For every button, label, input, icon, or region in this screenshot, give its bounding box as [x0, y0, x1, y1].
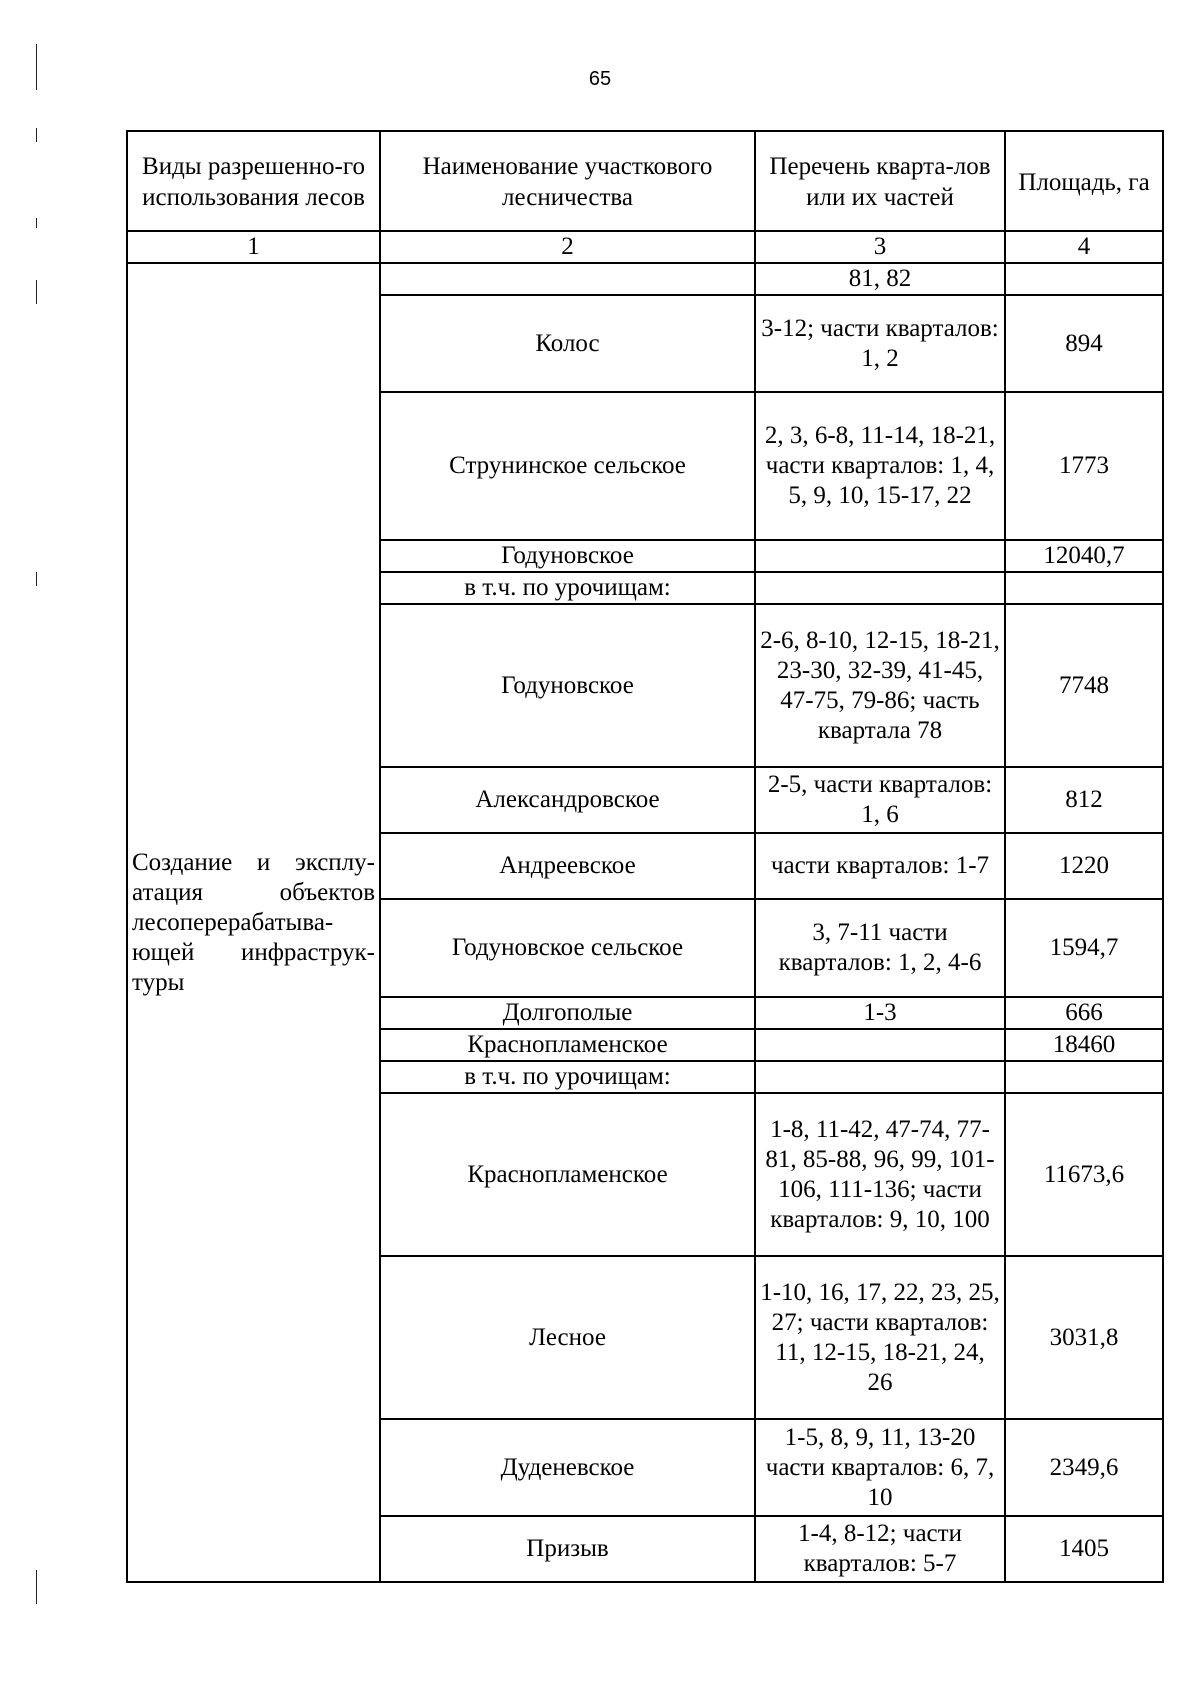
table-header-row	[127, 131, 1163, 231]
area-value: 7748	[1005, 604, 1163, 767]
quarters-list: 1-5, 8, 9, 11, 13-20 части кварталов: 6, 7, 10	[755, 1419, 1005, 1516]
scan-margin-mark	[36, 218, 37, 228]
area-value: 3031,8	[1005, 1256, 1163, 1419]
area-value: 1405	[1005, 1516, 1163, 1582]
scan-margin-mark	[36, 572, 37, 586]
quarters-list: 3-12; части кварталов: 1, 2	[755, 295, 1005, 392]
column-number: 4	[1005, 231, 1163, 263]
scan-margin-mark	[36, 280, 37, 304]
forestry-name: Краснопламенское	[380, 1093, 755, 1256]
quarters-list: 81, 82	[755, 263, 1005, 295]
area-value: 894	[1005, 295, 1163, 392]
area-value	[1005, 1061, 1163, 1093]
area-value: 812	[1005, 767, 1163, 833]
column-number: 1	[127, 231, 380, 263]
scan-margin-mark	[36, 128, 37, 142]
forestry-name: Лесное	[380, 1256, 755, 1419]
forest-use-table	[126, 130, 1164, 1583]
forestry-name: Андреевское	[380, 833, 755, 899]
quarters-list: 3, 7-11 части кварталов: 1, 2, 4-6	[755, 899, 1005, 997]
forestry-name: Дуденевское	[380, 1419, 755, 1516]
forestry-name: Годуновское сельское	[380, 899, 755, 997]
forestry-name: в т.ч. по урочищам:	[380, 572, 755, 604]
forestry-name: Краснопламенское	[380, 1029, 755, 1061]
area-value: 12040,7	[1005, 540, 1163, 572]
forestry-name: Призыв	[380, 1516, 755, 1582]
scan-margin-mark	[36, 1570, 37, 1604]
area-value: 1773	[1005, 392, 1163, 540]
table-row	[127, 263, 1163, 295]
quarters-list: 1-8, 11-42, 47-74, 77-81, 85-88, 96, 99, 101-106, 111-136; части кварталов: 9, 10, 100	[755, 1093, 1005, 1256]
area-value: 1220	[1005, 833, 1163, 899]
forestry-name: Долгополые	[380, 997, 755, 1029]
area-value	[1005, 263, 1163, 295]
quarters-list: 1-4, 8-12; части кварталов: 5-7	[755, 1516, 1005, 1582]
area-value: 2349,6	[1005, 1419, 1163, 1516]
area-value: 18460	[1005, 1029, 1163, 1061]
quarters-list	[755, 1029, 1005, 1061]
forestry-name	[380, 263, 755, 295]
quarters-list	[755, 572, 1005, 604]
header-area: Площадь, га	[1005, 131, 1163, 231]
page-number: 65	[588, 68, 612, 90]
kind-of-use-cell	[127, 263, 380, 1582]
header-kind-of-use: Виды разрешенно-го использования лесов	[127, 131, 380, 231]
forestry-name: Александровское	[380, 767, 755, 833]
forestry-name: Годуновское	[380, 540, 755, 572]
column-number-row	[127, 231, 1163, 263]
area-value: 11673,6	[1005, 1093, 1163, 1256]
quarters-list: 2-5, части кварталов: 1, 6	[755, 767, 1005, 833]
quarters-list: части кварталов: 1-7	[755, 833, 1005, 899]
area-value: 1594,7	[1005, 899, 1163, 997]
quarters-list: 2, 3, 6-8, 11-14, 18-21, части кварталов: 1, 4, 5, 9, 10, 15-17, 22	[755, 392, 1005, 540]
forestry-name: Колос	[380, 295, 755, 392]
forestry-name: в т.ч. по урочищам:	[380, 1061, 755, 1093]
quarters-list: 1-3	[755, 997, 1005, 1029]
area-value	[1005, 572, 1163, 604]
quarters-list	[755, 1061, 1005, 1093]
forestry-name: Годуновское	[380, 604, 755, 767]
column-number: 2	[380, 231, 755, 263]
header-forestry-name: Наименование участкового лесничества	[380, 131, 755, 231]
forestry-name: Струнинское сельское	[380, 392, 755, 540]
kind-of-use-text: Создание и эксплу-атация объектов лесоперерабатыва-ющей инфраструк-туры	[132, 848, 375, 996]
scan-margin-mark	[36, 44, 37, 90]
quarters-list: 2-6, 8-10, 12-15, 18-21, 23-30, 32-39, 41-45, 47-75, 79-86; часть квартала 78	[755, 604, 1005, 767]
header-quarters-list: Перечень кварта-лов или их частей	[755, 131, 1005, 231]
area-value: 666	[1005, 997, 1163, 1029]
quarters-list	[755, 540, 1005, 572]
quarters-list: 1-10, 16, 17, 22, 23, 25, 27; части кварталов: 11, 12-15, 18-21, 24, 26	[755, 1256, 1005, 1419]
column-number: 3	[755, 231, 1005, 263]
